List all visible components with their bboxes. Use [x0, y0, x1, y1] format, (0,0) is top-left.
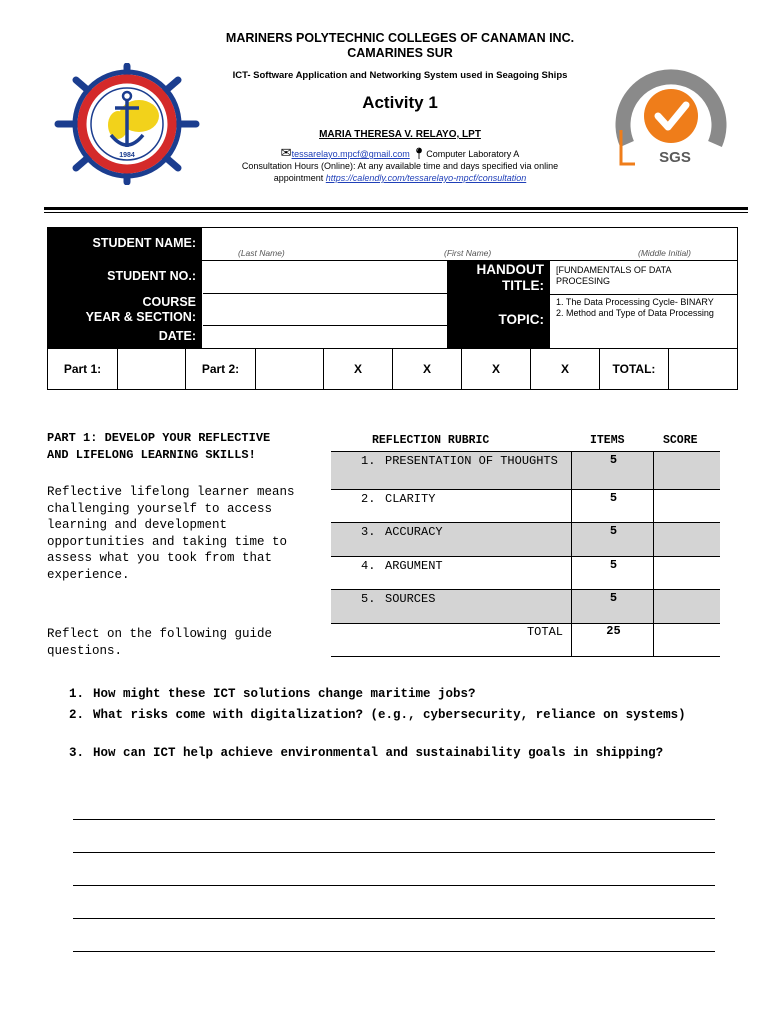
header-divider-thick — [44, 207, 748, 210]
rubric-total-label: TOTAL — [526, 625, 563, 639]
part1-reflect-prompt: Reflect on the following guide questions. — [47, 627, 273, 658]
student-name-label: STUDENT NAME: — [92, 236, 196, 250]
part2-score-label: Part 2: — [186, 349, 256, 389]
rubric-score-cell[interactable] — [654, 557, 720, 589]
handout-label-line1: HANDOUT — [476, 262, 544, 277]
svg-text:SGS: SGS — [659, 149, 691, 166]
student-no-field[interactable] — [203, 261, 447, 294]
consultation-link[interactable]: https://calendly.com/tessarelayo-mpcf/consultation — [325, 173, 527, 183]
student-no-label: STUDENT NO.: — [107, 269, 196, 283]
answer-line[interactable] — [73, 852, 715, 853]
middle-initial-hint: (Middle Initial) — [638, 248, 691, 258]
email-link[interactable]: tessarelayo.mpcf@gmail.com — [291, 149, 410, 159]
rubric-score-header: SCORE — [663, 434, 698, 447]
iso-certification-logo — [615, 68, 727, 168]
contact-block — [200, 147, 600, 184]
course-title: ICT- Software Application and Networking System used in Seagoing Ships — [232, 70, 568, 81]
rubric-score-cell[interactable] — [654, 523, 720, 556]
student-name-label-cell — [48, 228, 202, 260]
topic-item-1: 1. The Data Processing Cycle- BINARY — [556, 297, 714, 307]
last-name-hint: (Last Name) — [238, 248, 285, 258]
student-labels-cell — [48, 260, 202, 348]
answer-line[interactable] — [73, 819, 715, 820]
school-name — [150, 31, 650, 61]
date-label: DATE: — [158, 329, 196, 343]
topic-values — [556, 297, 734, 319]
school-seal-logo — [52, 63, 202, 185]
location-text: Computer Laboratory A — [426, 149, 520, 159]
date-field[interactable] — [203, 326, 447, 348]
part2-score-field[interactable] — [256, 349, 324, 389]
x-mark-cell: X — [462, 349, 531, 389]
rubric-table — [331, 451, 720, 657]
guide-question: 2. What risks come with digitalization? (e.g., cybersecurity, reliance on systems) — [69, 708, 686, 722]
total-score-label: TOTAL: — [600, 349, 669, 389]
handout-topic-labels-cell — [447, 260, 550, 348]
school-name-line1: MARINERS POLYTECHNIC COLLEGES OF CANAMAN INC. — [225, 31, 575, 45]
first-name-hint: (First Name) — [444, 248, 492, 258]
x-mark-cell: X — [531, 349, 600, 389]
x-mark-cell: X — [324, 349, 393, 389]
year-section-label: YEAR & SECTION: — [85, 310, 196, 324]
activity-title: Activity 1 — [362, 93, 438, 112]
rubric-total-items: 25 — [606, 624, 621, 638]
part1-body: Reflective lifelong learner means challenging yourself to access learning and development opportunities and taking time to assess what you took from that experience. — [47, 485, 295, 582]
topic-item-2: 2. Method and Type of Data Processing — [556, 308, 714, 318]
part1-title: PART 1: DEVELOP YOUR REFLECTIVE AND LIFELONG LEARNING SKILLS! — [47, 431, 271, 462]
rubric-score-cell[interactable] — [654, 452, 720, 489]
rubric-item-points: 5 — [609, 591, 618, 605]
rubric-row: 4. ARGUMENT 5 — [331, 557, 720, 589]
consultation-line1: Consultation Hours (Online): At any available time and days specified via online — [241, 161, 559, 171]
rubric-total-row — [331, 624, 720, 657]
student-info-box — [47, 227, 738, 349]
rubric-row: 3. ACCURACY 5 — [331, 523, 720, 556]
rubric-row: 1. PRESENTATION OF THOUGHTS 5 — [331, 452, 720, 489]
location-pin-icon: 📍︎ — [412, 148, 427, 160]
header-divider-thin — [44, 212, 748, 213]
answer-line[interactable] — [73, 885, 715, 886]
part1-score-field[interactable] — [118, 349, 186, 389]
answer-line[interactable] — [73, 951, 715, 952]
handout-label-line2: TITLE: — [502, 278, 544, 293]
rubric-item-points: 5 — [609, 524, 618, 538]
part1-score-label: Part 1: — [48, 349, 118, 389]
rubric-score-cell[interactable] — [654, 490, 720, 522]
topic-label: TOPIC: — [498, 312, 544, 327]
rubric-row: 5. SOURCES 5 — [331, 590, 720, 623]
svg-text:1984: 1984 — [119, 152, 135, 159]
rubric-total-score-cell[interactable] — [654, 624, 720, 657]
teacher-name: MARIA THERESA V. RELAYO, LPT — [319, 129, 481, 140]
total-score-field[interactable] — [669, 349, 737, 389]
rubric-items-header: ITEMS — [590, 434, 625, 447]
rubric-item-points: 5 — [609, 558, 618, 572]
answer-line[interactable] — [73, 918, 715, 919]
rubric-item-points: 5 — [609, 491, 618, 505]
guide-question: 3. How can ICT help achieve environmental and sustainability goals in shipping? — [69, 746, 664, 760]
rubric-row: 2. CLARITY 5 — [331, 490, 720, 522]
handout-topic-divider — [550, 294, 737, 295]
handout-title-value: [FUNDAMENTALS OF DATA PROCESING — [556, 265, 672, 286]
course-label: COURSE — [142, 295, 196, 309]
course-year-field[interactable] — [203, 294, 447, 326]
rubric-score-cell[interactable] — [654, 590, 720, 623]
rubric-header: REFLECTION RUBRIC — [372, 434, 490, 447]
x-mark-cell: X — [393, 349, 462, 389]
guide-question: 1. How might these ICT solutions change maritime jobs? — [69, 687, 476, 701]
score-row — [47, 348, 738, 390]
consultation-prefix: appointment — [273, 173, 326, 183]
envelope-icon: ✉ — [280, 145, 292, 160]
rubric-item-points: 5 — [609, 453, 618, 467]
school-name-line2: CAMARINES SUR — [347, 46, 453, 60]
